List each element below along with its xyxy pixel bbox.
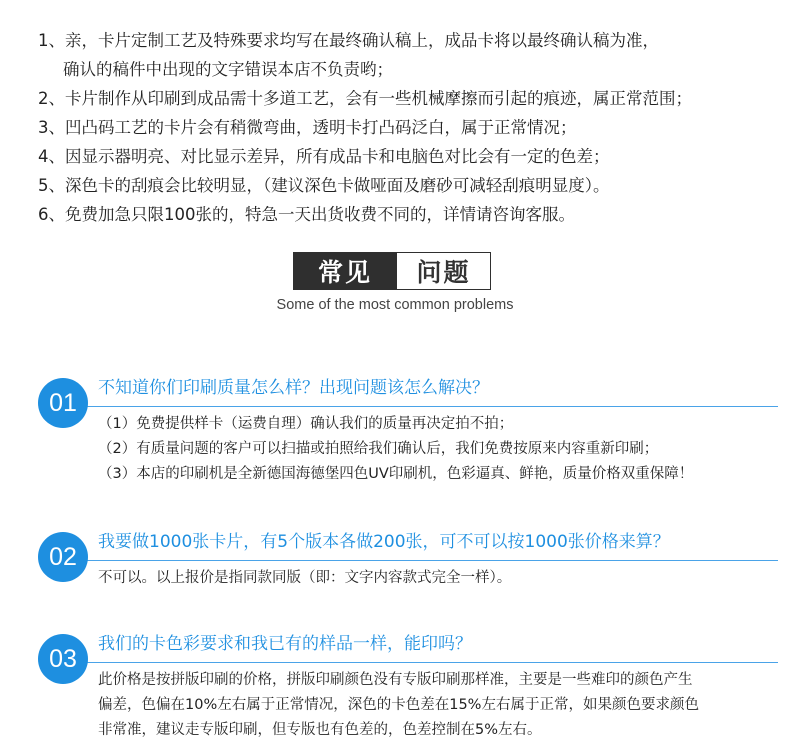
faq-answers [98, 412, 788, 487]
faq-answer-line: 偏差，色偏在10%左右属于正常情况，深色的卡色差在15%左右属于正常，如果颜色要求颜色 [98, 697, 699, 713]
faq-answer-line: 不可以。以上报价是指同款同版（即：文字内容款式完全一样）。 [98, 570, 512, 586]
section-subtitle: Some of the most common problems [276, 297, 514, 313]
notes-list [38, 26, 783, 229]
faq-question: 我要做1000张卡片，有5个版本各做200张，可不可以按1000张价格来算？ [98, 530, 676, 554]
faq-item [38, 376, 778, 486]
faq-answer-line: 非常准，建议走专版印刷，但专版也有色差的，色差控制在5%左右。 [98, 722, 542, 738]
faq-item [38, 530, 778, 590]
section-title-light: 问题 [397, 252, 491, 290]
section-title-dark: 常见 [293, 252, 397, 290]
faq-answers [98, 566, 788, 591]
faq-answers [98, 668, 788, 743]
note-item: 5、深色卡的刮痕会比较明显，（建议深色卡做哑面及磨砂可减轻刮痕明显度）。 [38, 176, 610, 195]
faq-number-badge: 01 [38, 378, 88, 428]
faq-number-badge: 03 [38, 634, 88, 684]
note-item: 2、卡片制作从印刷到成品需十多道工艺，会有一些机械摩擦而引起的痕迹，属正常范围； [38, 89, 692, 108]
note-item: 3、凹凸码工艺的卡片会有稍微弯曲，透明卡打凸码泛白，属于正常情况； [38, 118, 577, 137]
faq-answer-line: （1）免费提供样卡（运费自理）确认我们的质量再决定拍不拍； [98, 416, 514, 432]
faq-answer-line: 此价格是按拼版印刷的价格，拼版印刷颜色没有专版印刷那样准，主要是一些难印的颜色产生 [98, 672, 693, 688]
faq-question: 不知道你们印刷质量怎么样？出现问题该怎么解决？ [98, 376, 495, 400]
section-title [293, 252, 491, 292]
note-item: 6、免费加急只限100张的，特急一天出货收费不同的，详情请咨询客服。 [38, 205, 575, 224]
note-item-continuation: 确认的稿件中出现的文字错误本店不负责哟； [63, 60, 393, 79]
faq-answer-line: （2）有质量问题的客户可以扫描或拍照给我们确认后，我们免费按原来内容重新印刷； [98, 441, 659, 457]
note-item: 4、因显示器明亮、对比显示差异，所有成品卡和电脑色对比会有一定的色差； [38, 147, 610, 166]
faq-item [38, 632, 778, 742]
faq-answer-line: （3）本店的印刷机是全新德国海德堡四色UV印刷机，色彩逼真、鲜艳，质量价格双重保障！ [98, 466, 694, 482]
faq-question: 我们的卡色彩要求和我已有的样品一样，能印吗？ [98, 632, 478, 656]
faq-number-badge: 02 [38, 532, 88, 582]
note-item: 1、亲，卡片定制工艺及特殊要求均写在最终确认稿上，成品卡将以最终确认稿为准， [38, 31, 659, 50]
